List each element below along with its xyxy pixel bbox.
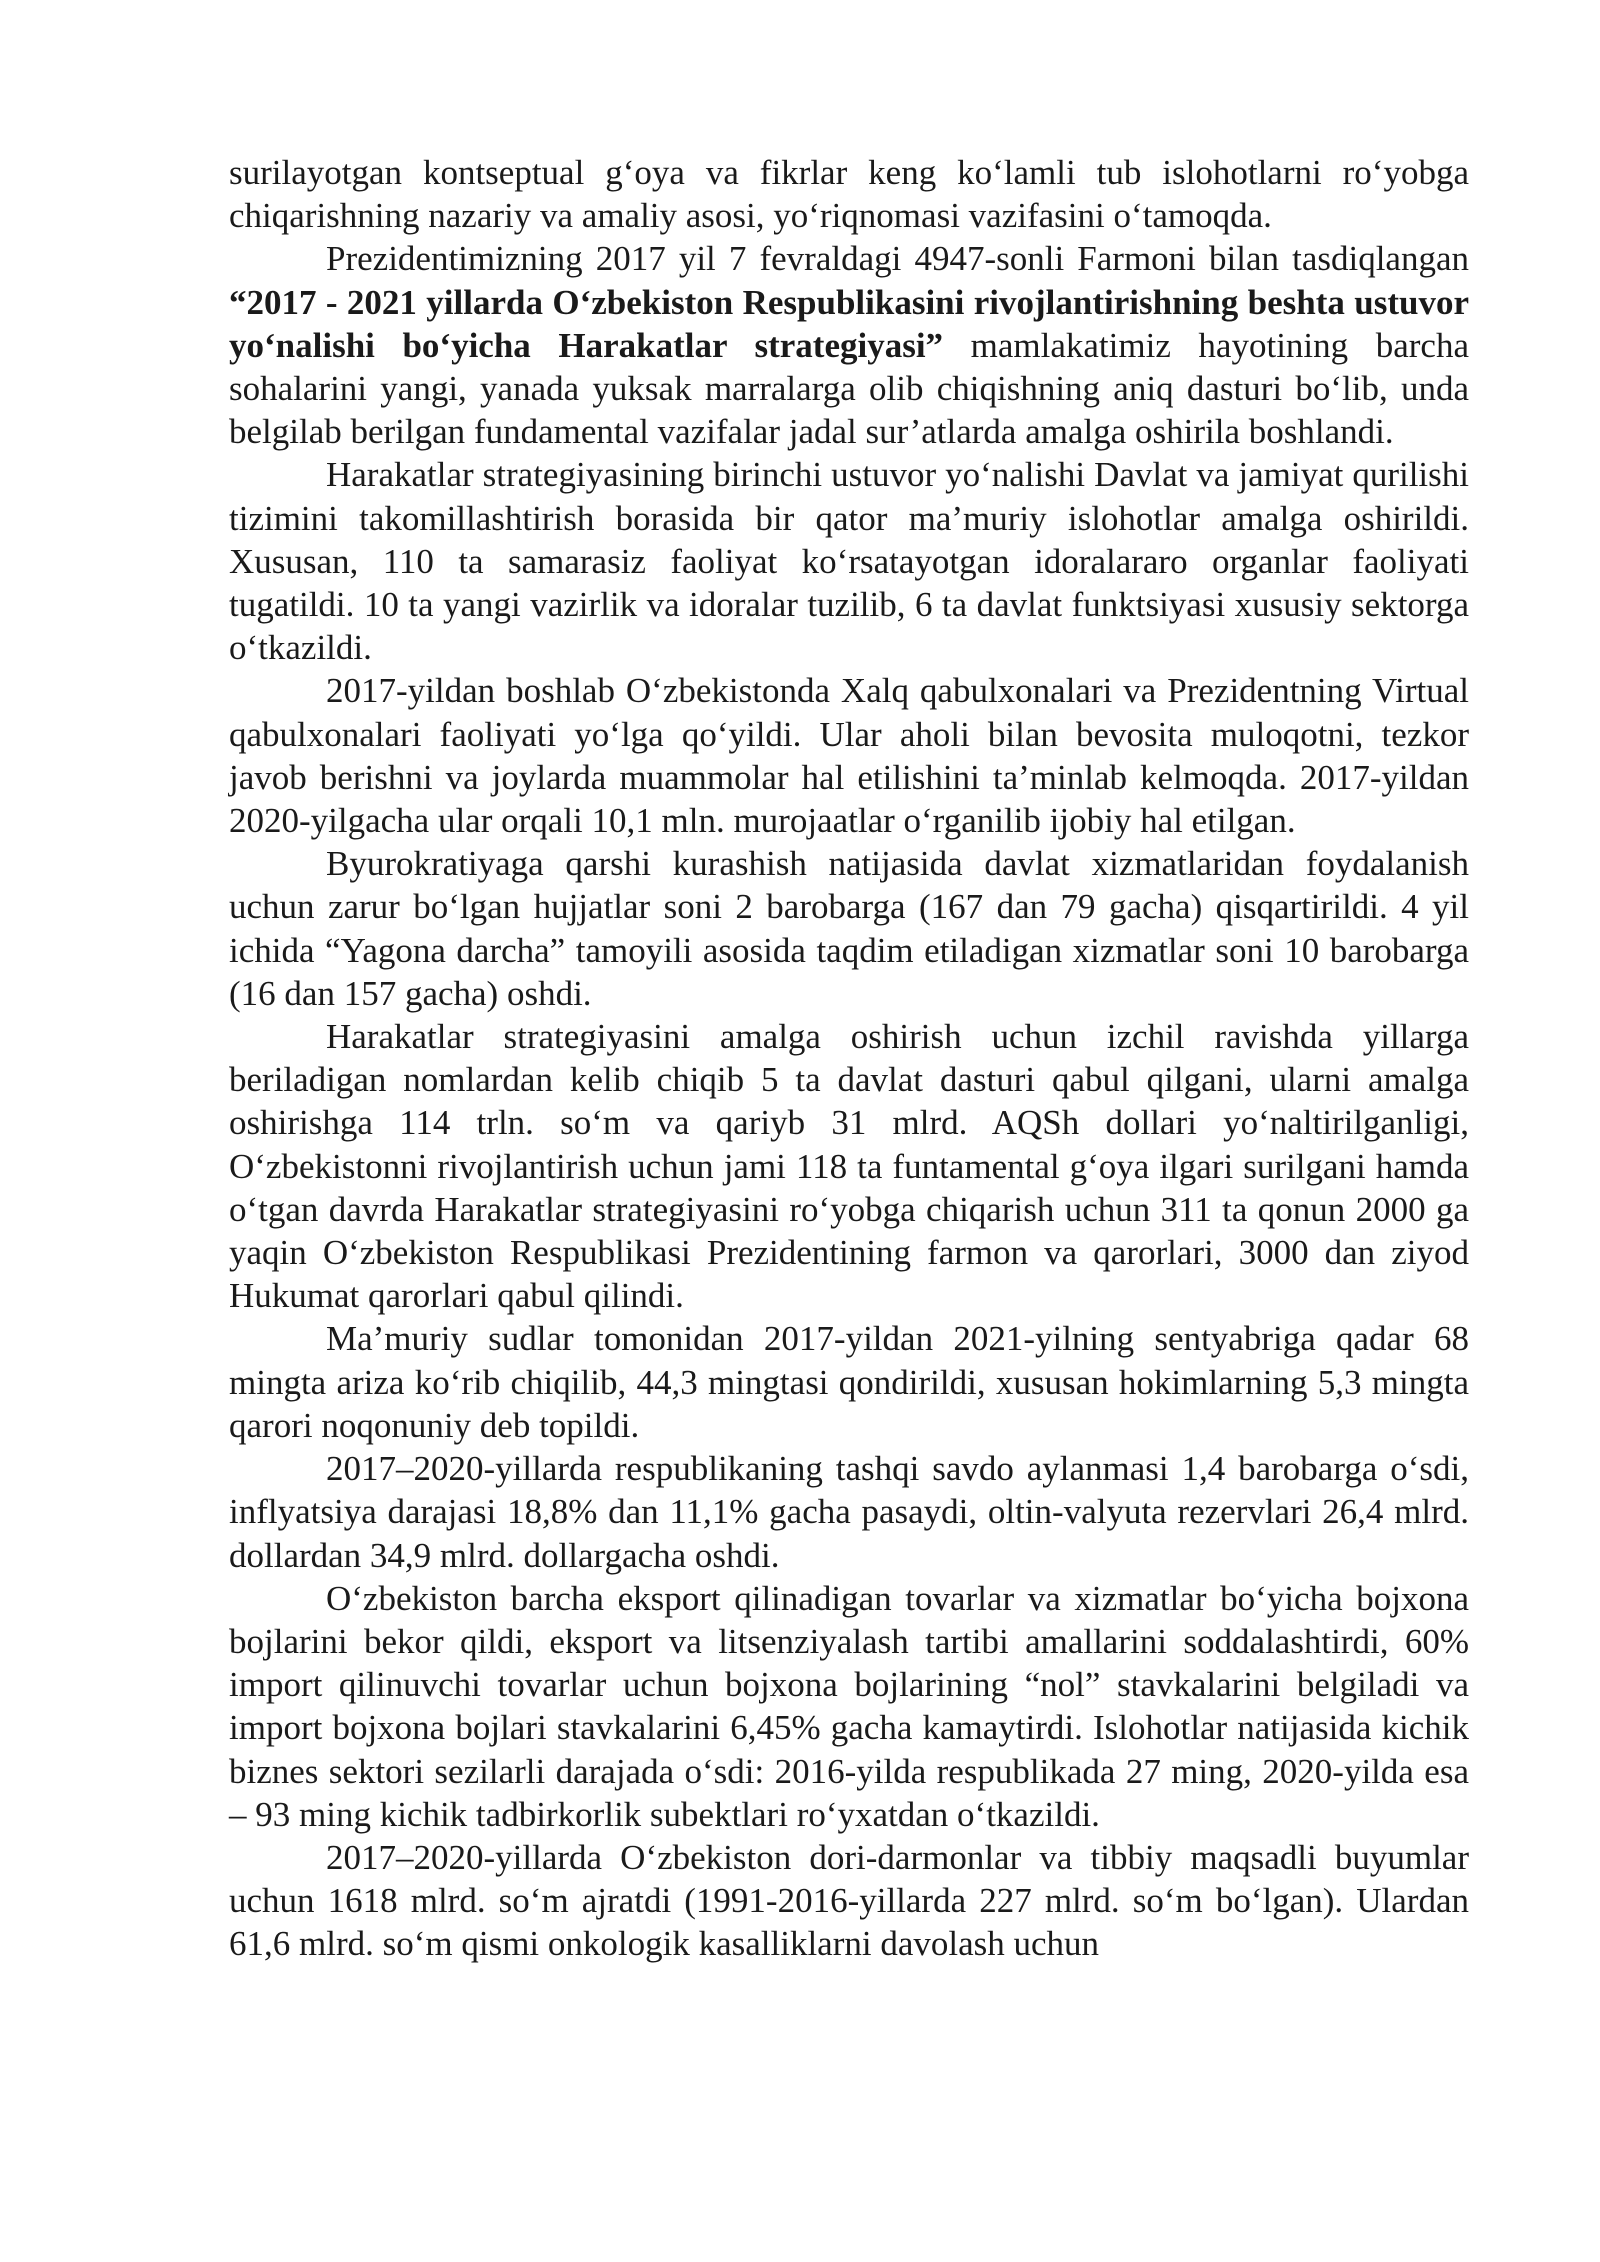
paragraph-3 (229, 453, 1469, 669)
paragraph-2-text-start: Prezidentimizning 2017 yil 7 fevraldagi 4947-sonli Farmoni bilan tasdiqlangan (326, 239, 1469, 279)
paragraph-3-text: Harakatlar strategiyasining birinchi ustuvor yo‘nalishi Davlat va jamiyat qurilishi tizimini takomillashtirish borasida bir qator ma’muriy islohotlar amalga oshirildi. Xususan, 110 ta samarasiz faoliyat ko‘rsatayotgan idoralararo organlar faoliyati tugatildi. 10 ta yangi vazirlik va idoralar tuzilib, 6 ta davlat funktsiyasi xususiy sektorga o‘tkazildi. (229, 455, 1469, 668)
paragraph-1-text: surilayotgan kontseptual g‘oya va fikrlar keng ko‘lamli tub islohotlarni ro‘yobga chiqarishning nazariy va amaliy asosi, yo‘riqnomasi vazifasini o‘tamoqda. (229, 153, 1469, 236)
paragraph-9 (229, 1577, 1469, 1836)
paragraph-2 (229, 237, 1469, 453)
paragraph-6 (229, 1015, 1469, 1317)
paragraph-2-text-end: mamlakatimiz hayotining barcha sohalarini yangi, yanada yuksak marralarga olib chiqishning aniq dasturi bo‘lib, unda belgilab berilgan fundamental vazifalar jadal sur’atlarda amalga oshirila boshlandi. (229, 325, 1469, 452)
paragraph-1 (229, 151, 1469, 237)
paragraph-5-text: Byurokratiyaga qarshi kurashish natijasida davlat xizmatlaridan foydalanish uchun zarur bo‘lgan hujjatlar soni 2 barobarga (167 dan 79 gacha) qisqartirildi. 4 yil ichida “Yagona darcha” tamoyili asosida taqdim etiladigan xizmatlar soni 10 barobarga (16 dan 157 gacha) oshdi. (229, 844, 1469, 1013)
paragraph-4-text: 2017-yildan boshlab O‘zbekistonda Xalq qabulxonalari va Prezidentning Virtual qabulxonalari faoliyati yo‘lga qo‘yildi. Ular aholi bilan bevosita muloqotni, tezkor javob berishni va joylarda muammolar hal etilishini ta’minlab kelmoqda. 2017-yildan 2020-yilgacha ular orqali 10,1 mln. murojaatlar o‘rganilib ijobiy hal etilgan. (229, 671, 1469, 841)
paragraph-8 (229, 1447, 1469, 1577)
paragraph-6-text: Harakatlar strategiyasini amalga oshirish uchun izchil ravishda yillarga beriladigan nomlardan kelib chiqib 5 ta davlat dasturi qabul qilgani, ularni amalga oshirishga 114 trln. so‘m va qariyb 31 mlrd. AQSh dollari yo‘naltirilganligi, O‘zbekistonni rivojlantirish uchun jami 118 ta funtamental g‘oya ilgari surilgani hamda o‘tgan davrda Harakatlar strategiyasini ro‘yobga chiqarish uchun 311 ta qonun 2000 ga yaqin O‘zbekiston Respublikasi Prezidentining farmon va qarorlari, 3000 dan ziyod Hukumat qarorlari qabul qilindi. (229, 1017, 1469, 1316)
strategy-title-bold: “2017 - 2021 yillarda O‘zbekiston Respublikasini rivojlantirishning beshta ustuvor yo‘nalishi bo‘yicha Harakatlar strategiyasi” (229, 282, 1469, 365)
paragraph-7 (229, 1317, 1469, 1447)
paragraph-4 (229, 669, 1469, 842)
paragraph-10-text: 2017–2020-yillarda O‘zbekiston dori-darmonlar va tibbiy maqsadli buyumlar uchun 1618 mlrd. so‘m ajratdi (1991-2016-yillarda 227 mlrd. so‘m bo‘lgan). Ulardan 61,6 mlrd. so‘m qismi onkologik kasalliklarni davolash uchun (229, 1837, 1469, 1964)
paragraph-9-text: O‘zbekiston barcha eksport qilinadigan tovarlar va xizmatlar bo‘yicha bojxona bojlarini bekor qildi, eksport va litsenziyalash tartibi amallarini soddalashtirdi, 60% import qilinuvchi tovarlar uchun bojxona bojlarining “nol” stavkalarini belgiladi va import bojxona bojlari stavkalarini 6,45% gacha kamaytirdi. Islohotlar natijasida kichik biznes sektori sezilarli darajada o‘sdi: 2016-yilda respublikada 27 ming, 2020-yilda esa – 93 ming kichik tadbirkorlik subektlari ro‘yxatdan o‘tkazildi. (229, 1578, 1469, 1834)
paragraph-5 (229, 842, 1469, 1015)
document-page (229, 151, 1469, 1966)
paragraph-8-text: 2017–2020-yillarda respublikaning tashqi savdo aylanmasi 1,4 barobarga o‘sdi, inflyatsiya darajasi 18,8% dan 11,1% gacha pasaydi, oltin-valyuta rezervlari 26,4 mlrd. dollardan 34,9 mlrd. dollargacha oshdi. (229, 1449, 1469, 1575)
paragraph-10 (229, 1836, 1469, 1966)
paragraph-7-text: Ma’muriy sudlar tomonidan 2017-yildan 2021-yilning sentyabriga qadar 68 mingta ariza ko‘rib chiqilib, 44,3 mingtasi qondirildi, xususan hokimlarning 5,3 mingta qarori noqonuniy deb topildi. (229, 1319, 1469, 1445)
